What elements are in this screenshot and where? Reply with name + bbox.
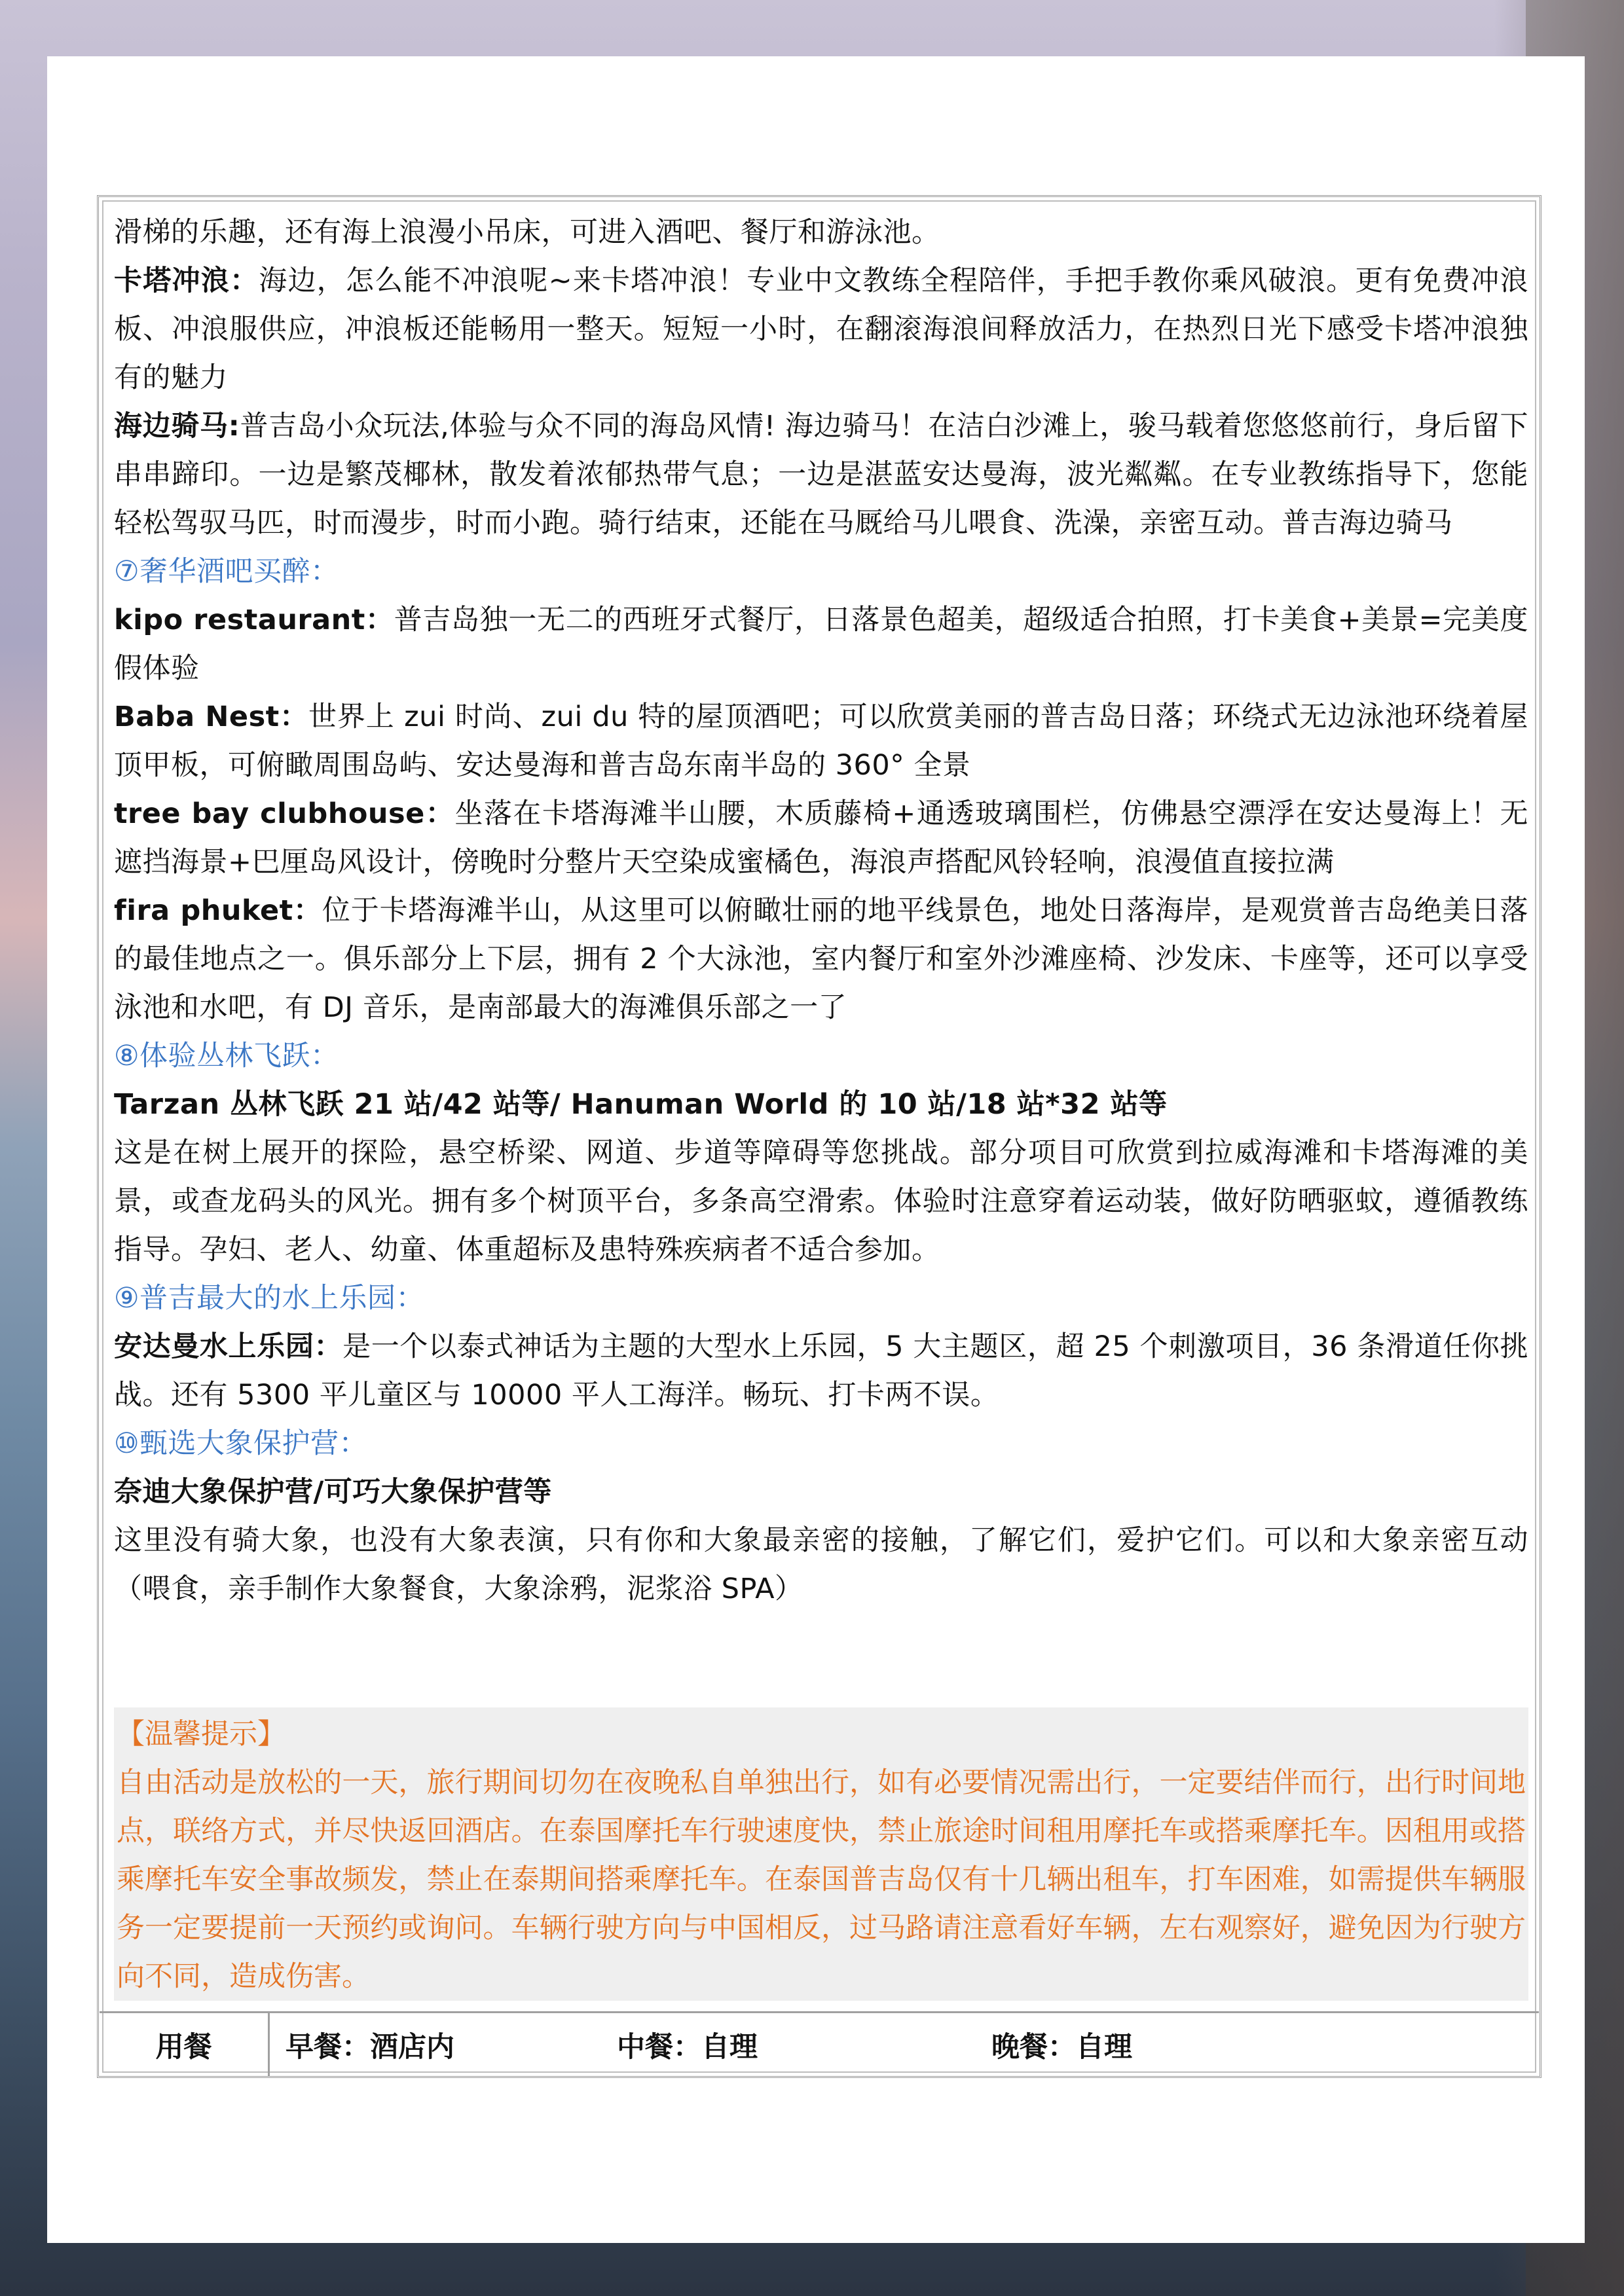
paragraph-horse-riding: 海边骑马:普吉岛小众玩法,体验与众不同的海岛风情! 海边骑马！在洁白沙滩上，骏马载着您悠悠前行，身后留下串串蹄印。一边是繁茂椰林，散发着浓郁热带气息；一边是湛蓝安达曼海，波光粼粼。在专业教练指导下，您能轻松驾驭马匹，时而漫步，时而小跑。骑行结束，还能在马厩给马儿喂食、洗澡，亲密互动。普吉海边骑马: [114, 410, 1528, 539]
warm-tip-box: [114, 1707, 1528, 2001]
paragraph-label: 海边骑马:: [114, 410, 240, 443]
section-subtitle-elephant: 奈迪大象保护营/可巧大象保护营等: [114, 1476, 552, 1508]
meal-label: 用餐: [100, 2013, 270, 2077]
meal-breakfast: 早餐：酒店内: [286, 2031, 454, 2064]
section-heading-waterpark: ⑨普吉最大的水上乐园：: [114, 1282, 425, 1315]
paragraph-label: 卡塔冲浪：: [114, 264, 259, 297]
meal-dinner: 晚餐：自理: [991, 2031, 1132, 2064]
section-heading-jungle: ⑧体验丛林飞跃：: [114, 1040, 339, 1072]
paragraph-kata-surf: 卡塔冲浪：海边，怎么能不冲浪呢~来卡塔冲浪！专业中文教练全程陪伴，手把手教你乘风破浪。更有免费冲浪板、冲浪服供应，冲浪板还能畅用一整天。短短一小时，在翻滚海浪间释放活力，在热烈日光下感受卡塔冲浪独有的魅力: [114, 264, 1529, 394]
item-jungle-desc: 这是在树上展开的探险，悬空桥梁、网道、步道等障碍等您挑战。部分项目可欣赏到拉威海滩和卡塔海滩的美景，或查龙码头的风光。拥有多个树顶平台，多条高空滑索。体验时注意穿着运动装，做好防晒驱蚊，遵循教练指导。孕妇、老人、幼童、体重超标及患特殊疾病者不适合参加。: [114, 1137, 1528, 1266]
item-andaman-waterpark: 安达曼水上乐园：是一个以泰式神话为主题的大型水上乐园，5 大主题区，超 25 个刺激项目，36 条滑道任你挑战。还有 5300 平儿童区与 10000 平人工海洋。畅玩、打卡两不误。: [114, 1330, 1528, 1412]
meal-row: [100, 2011, 1539, 2077]
itinerary-content: [114, 208, 1528, 1613]
item-elephant-desc: 这里没有骑大象，也没有大象表演，只有你和大象最亲密的接触，了解它们，爱护它们。可以和大象亲密互动（喂食，亲手制作大象餐食，大象涂鸦，泥浆浴 SPA）: [114, 1524, 1528, 1605]
item-baba-nest: Baba Nest：世界上 zui 时尚、zui du 特的屋顶酒吧；可以欣赏美丽的普吉岛日落；环绕式无边泳池环绕着屋顶甲板，可俯瞰周围岛屿、安达曼海和普吉岛东南半岛的 360° 全景: [114, 701, 1528, 782]
tip-title: 【温馨提示】: [117, 1718, 286, 1751]
section-subtitle-jungle: Tarzan 丛林飞跃 21 站/42 站等/ Hanuman World 的 10 站/18 站*32 站等: [114, 1088, 1168, 1121]
paragraph-slide: 滑梯的乐趣，还有海上浪漫小吊床，可进入酒吧、餐厅和游泳池。: [114, 216, 940, 249]
item-fira-phuket: fira phuket：位于卡塔海滩半山，从这里可以俯瞰壮丽的地平线景色，地处日落海岸，是观赏普吉岛绝美日落的最佳地点之一。俱乐部分上下层，拥有 2 个大泳池，室内餐厅和室外沙滩座椅、沙发床、卡座等，还可以享受泳池和水吧，有 DJ 音乐，是南部最大的海滩俱乐部之一了: [114, 894, 1529, 1024]
item-tree-bay: tree bay clubhouse：坐落在卡塔海滩半山腰，木质藤椅+通透玻璃围栏，仿佛悬空漂浮在安达曼海上！无遮挡海景+巴厘岛风设计，傍晚时分整片天空染成蜜橘色，海浪声搭配风铃轻响，浪漫值直接拉满: [114, 797, 1528, 879]
meal-lunch: 中餐：自理: [617, 2031, 758, 2064]
item-kipo: kipo restaurant：普吉岛独一无二的西班牙式餐厅，日落景色超美，超级适合拍照，打卡美食+美景=完美度假体验: [114, 604, 1528, 685]
tip-text: 自由活动是放松的一天，旅行期间切勿在夜晚私自单独出行，如有必要情况需出行，一定要结伴而行，出行时间地点，联络方式，并尽快返回酒店。在泰国摩托车行驶速度快，禁止旅途时间租用摩托车或搭乘摩托车。因租用或搭乘摩托车安全事故频发，禁止在泰期间搭乘摩托车。在泰国普吉岛仅有十几辆出租车，打车困难，如需提供车辆服务一定要提前一天预约或询问。车辆行驶方向与中国相反，过马路请注意看好车辆，左右观察好，避免因为行驶方向不同，造成伤害。: [117, 1766, 1526, 1993]
section-heading-elephant: ⑩甄选大象保护营：: [114, 1427, 368, 1460]
section-heading-bars: ⑦奢华酒吧买醉：: [114, 555, 339, 588]
